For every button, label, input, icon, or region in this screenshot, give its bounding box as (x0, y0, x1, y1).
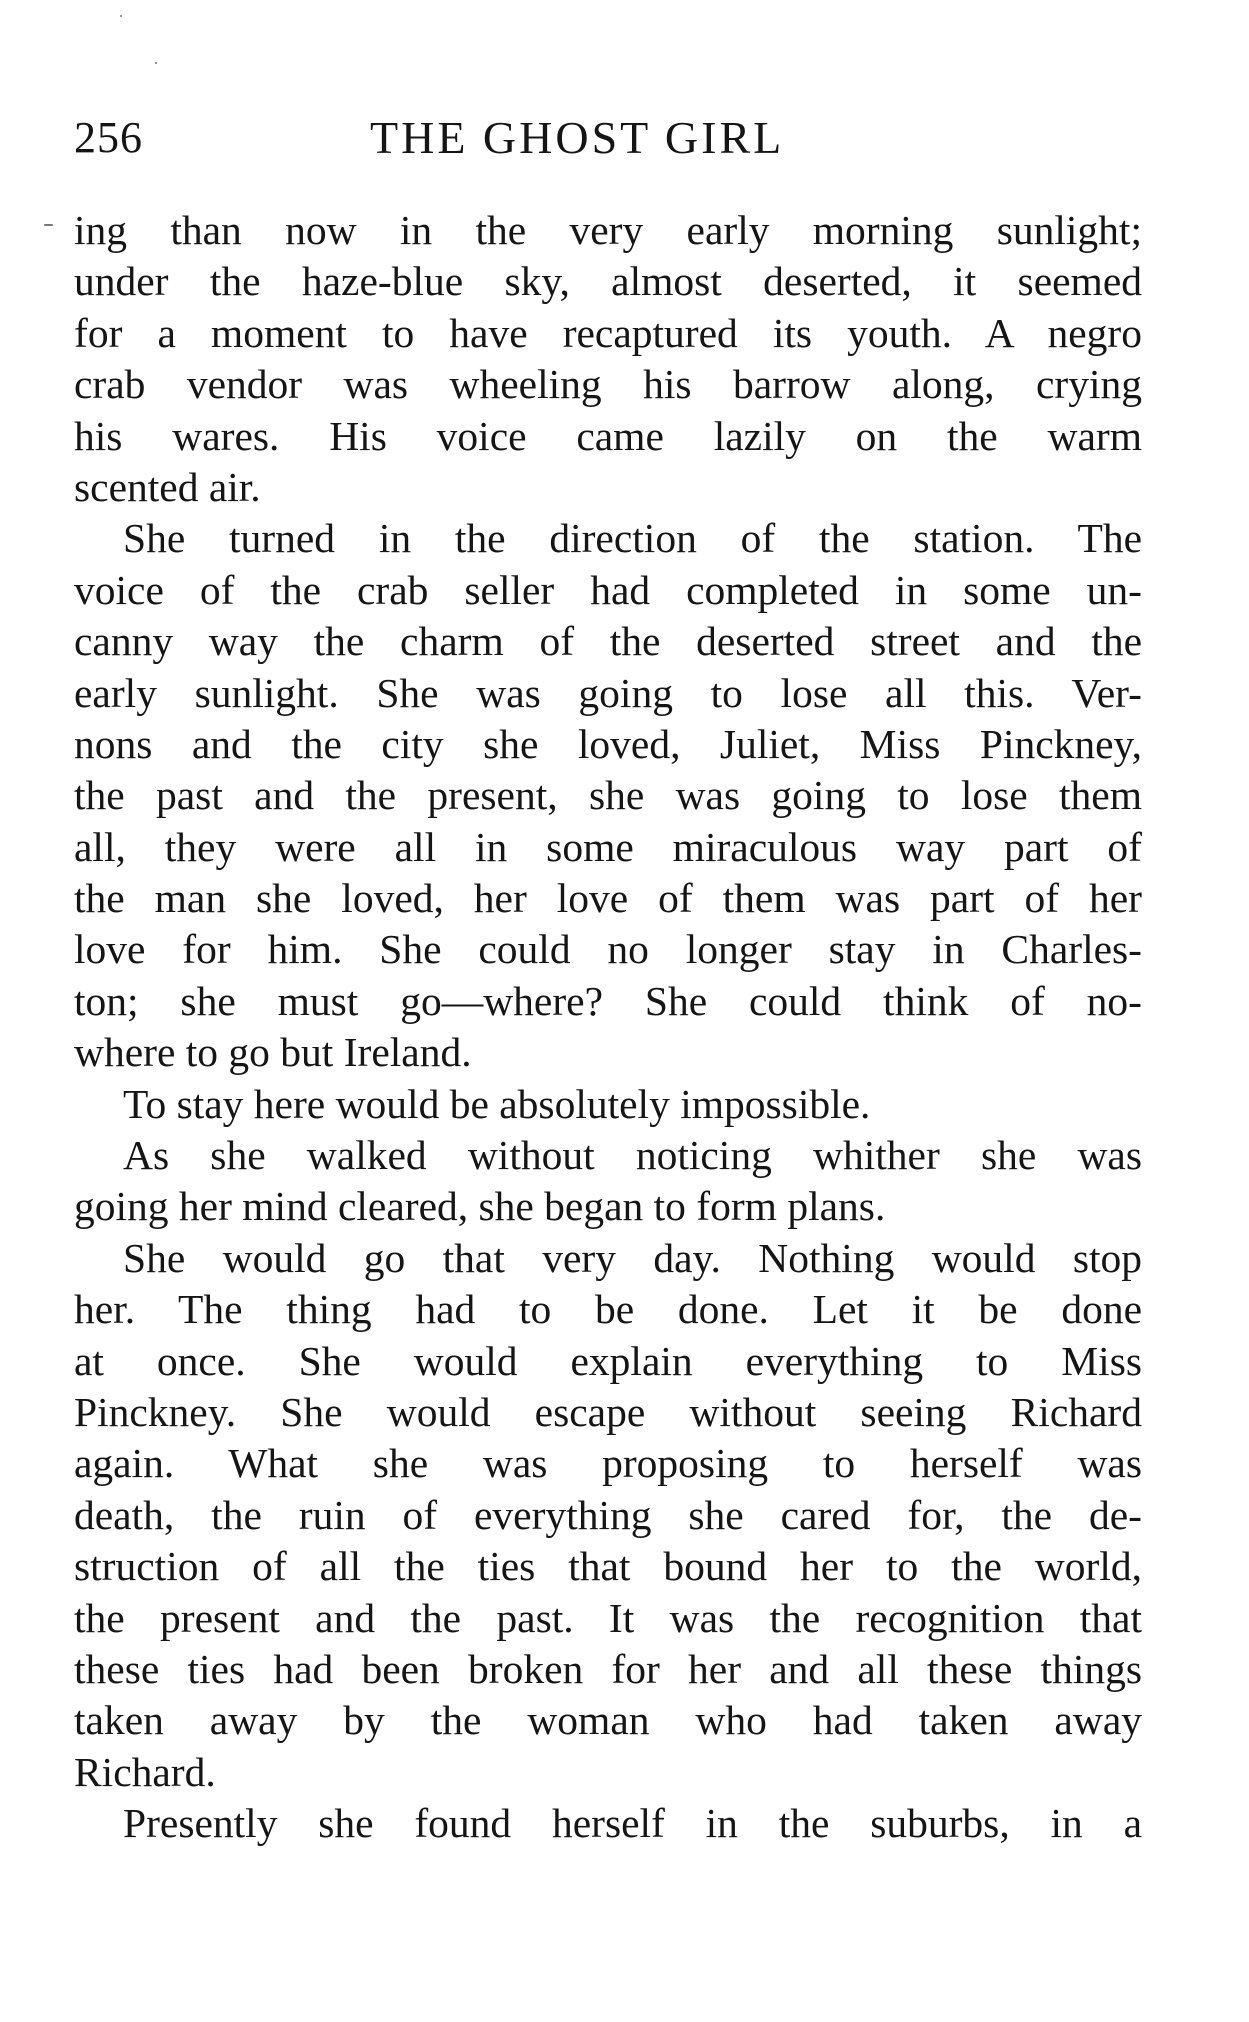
paragraph-first-line: To stay here would be absolutely impossible. (123, 1080, 871, 1127)
text-line: under the haze-blue sky, almost deserted, it seemed (74, 258, 1142, 305)
text-line: where to go but Ireland. (74, 1029, 472, 1076)
text-line: early sunlight. She was going to lose all this. Ver- (74, 669, 1142, 716)
text-line: Richard. (74, 1748, 216, 1795)
text-line: canny way the charm of the deserted street and the (74, 618, 1142, 665)
text-line: going her mind cleared, she began to form plans. (74, 1183, 886, 1230)
text-line: struction of all the ties that bound her to the world, (74, 1543, 1142, 1590)
text-line: death, the ruin of everything she cared for, the de- (74, 1491, 1142, 1538)
running-title: THE GHOST GIRL (370, 112, 785, 163)
text-line: Pinckney. She would escape without seeing Richard (74, 1388, 1142, 1435)
text-line: at once. She would explain everything to Miss (74, 1337, 1142, 1384)
paragraph-first-line: As she walked without noticing whither she was (123, 1132, 1142, 1179)
text-line: these ties had been broken for her and all these things (74, 1645, 1142, 1692)
text-line: voice of the crab seller had completed in some un- (74, 566, 1142, 613)
text-line: the man she loved, her love of them was part of her (74, 875, 1142, 922)
body-text (74, 205, 1142, 1850)
text-line: ing than now in the very early morning sunlight; (74, 207, 1142, 253)
text-line: her. The thing had to be done. Let it be done (74, 1286, 1142, 1333)
text-line: crab vendor was wheeling his barrow along, crying (74, 361, 1142, 408)
text-line: for a moment to have recaptured its youth. A negro (74, 309, 1142, 356)
page-number: 256 (74, 113, 143, 162)
text-line: the present and the past. It was the recognition that (74, 1594, 1142, 1641)
text-line: nons and the city she loved, Juliet, Miss Pinckney, (74, 720, 1142, 767)
text-line: taken away by the woman who had taken away (74, 1697, 1142, 1744)
paragraph-first-line: She would go that very day. Nothing would stop (123, 1234, 1142, 1281)
print-speck (44, 224, 53, 226)
paragraph-first-line: She turned in the direction of the station. The (123, 515, 1142, 562)
running-head (74, 108, 1149, 168)
text-line: again. What she was proposing to herself was (74, 1440, 1142, 1487)
text-line: scented air. (74, 463, 261, 510)
paragraph-first-line: Presently she found herself in the suburbs, in a (123, 1800, 1142, 1847)
print-speck (155, 62, 157, 64)
print-speck (120, 15, 122, 17)
text-line: the past and the present, she was going to lose them (74, 772, 1142, 819)
text-line: all, they were all in some miraculous way part of (74, 823, 1142, 870)
text-line: love for him. She could no longer stay in Charles- (74, 926, 1142, 973)
text-line: his wares. His voice came lazily on the warm (74, 412, 1142, 459)
text-line: ton; she must go—where? She could think of no- (74, 977, 1142, 1024)
